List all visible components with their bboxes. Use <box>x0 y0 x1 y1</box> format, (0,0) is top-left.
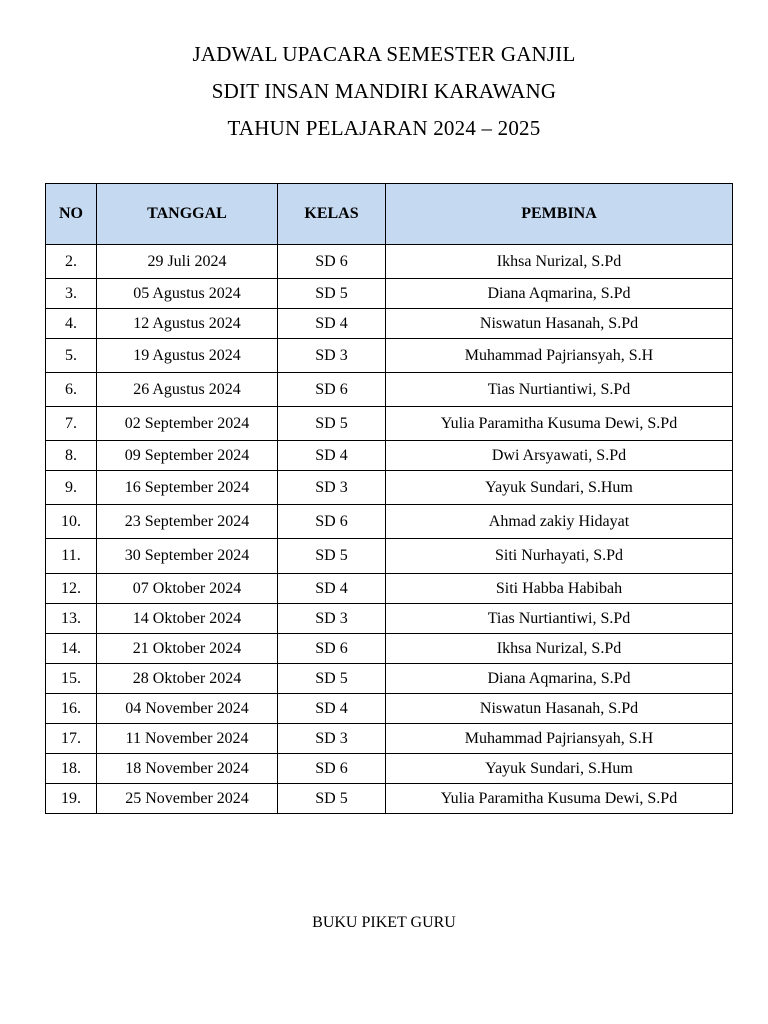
cell-kelas: SD 3 <box>278 471 386 505</box>
cell-tanggal: 02 September 2024 <box>97 407 278 441</box>
cell-tanggal: 18 November 2024 <box>97 754 278 784</box>
cell-kelas: SD 6 <box>278 505 386 539</box>
cell-pembina: Niswatun Hasanah, S.Pd <box>386 309 733 339</box>
cell-tanggal: 14 Oktober 2024 <box>97 604 278 634</box>
footer-note: BUKU PIKET GURU <box>312 914 456 931</box>
table-row <box>46 574 733 604</box>
schedule-table <box>45 183 733 814</box>
table-row <box>46 245 733 279</box>
cell-no: 14. <box>46 634 97 664</box>
table-row <box>46 309 733 339</box>
cell-kelas: SD 6 <box>278 754 386 784</box>
table-row <box>46 754 733 784</box>
cell-pembina: Ikhsa Nurizal, S.Pd <box>386 245 733 279</box>
column-header-kelas: KELAS <box>278 184 386 245</box>
cell-no: 7. <box>46 407 97 441</box>
cell-kelas: SD 5 <box>278 279 386 309</box>
table-row <box>46 784 733 814</box>
cell-no: 4. <box>46 309 97 339</box>
table-row <box>46 604 733 634</box>
cell-no: 19. <box>46 784 97 814</box>
cell-pembina: Dwi Arsyawati, S.Pd <box>386 441 733 471</box>
cell-no: 8. <box>46 441 97 471</box>
table-row <box>46 694 733 724</box>
table-row <box>46 373 733 407</box>
cell-kelas: SD 6 <box>278 634 386 664</box>
cell-kelas: SD 6 <box>278 245 386 279</box>
cell-kelas: SD 5 <box>278 407 386 441</box>
cell-no: 11. <box>46 539 97 574</box>
cell-pembina: Niswatun Hasanah, S.Pd <box>386 694 733 724</box>
column-header-pembina: PEMBINA <box>386 184 733 245</box>
cell-kelas: SD 4 <box>278 309 386 339</box>
table-row <box>46 279 733 309</box>
table-row <box>46 724 733 754</box>
cell-no: 17. <box>46 724 97 754</box>
cell-tanggal: 30 September 2024 <box>97 539 278 574</box>
cell-tanggal: 09 September 2024 <box>97 441 278 471</box>
title-line-1: JADWAL UPACARA SEMESTER GANJIL <box>192 42 576 66</box>
cell-tanggal: 12 Agustus 2024 <box>97 309 278 339</box>
column-header-no: NO <box>46 184 97 245</box>
cell-tanggal: 04 November 2024 <box>97 694 278 724</box>
cell-tanggal: 19 Agustus 2024 <box>97 339 278 373</box>
cell-no: 9. <box>46 471 97 505</box>
cell-pembina: Diana Aqmarina, S.Pd <box>386 664 733 694</box>
cell-kelas: SD 5 <box>278 664 386 694</box>
cell-no: 6. <box>46 373 97 407</box>
table-row <box>46 634 733 664</box>
cell-no: 13. <box>46 604 97 634</box>
cell-kelas: SD 5 <box>278 539 386 574</box>
cell-kelas: SD 3 <box>278 339 386 373</box>
cell-no: 15. <box>46 664 97 694</box>
cell-no: 10. <box>46 505 97 539</box>
title-line-3: TAHUN PELAJARAN 2024 – 2025 <box>227 116 541 140</box>
cell-tanggal: 16 September 2024 <box>97 471 278 505</box>
table-row <box>46 441 733 471</box>
cell-pembina: Yulia Paramitha Kusuma Dewi, S.Pd <box>386 407 733 441</box>
title-line-2: SDIT INSAN MANDIRI KARAWANG <box>211 79 557 103</box>
cell-tanggal: 25 November 2024 <box>97 784 278 814</box>
document-title <box>0 36 768 147</box>
cell-pembina: Diana Aqmarina, S.Pd <box>386 279 733 309</box>
table-header-row <box>46 184 733 245</box>
cell-kelas: SD 4 <box>278 574 386 604</box>
cell-kelas: SD 3 <box>278 724 386 754</box>
cell-no: 18. <box>46 754 97 784</box>
cell-tanggal: 11 November 2024 <box>97 724 278 754</box>
cell-pembina: Siti Habba Habibah <box>386 574 733 604</box>
cell-pembina: Yayuk Sundari, S.Hum <box>386 471 733 505</box>
cell-no: 2. <box>46 245 97 279</box>
column-header-tanggal: TANGGAL <box>97 184 278 245</box>
cell-tanggal: 29 Juli 2024 <box>97 245 278 279</box>
cell-no: 3. <box>46 279 97 309</box>
cell-pembina: Ikhsa Nurizal, S.Pd <box>386 634 733 664</box>
table-body <box>46 245 733 814</box>
cell-pembina: Yayuk Sundari, S.Hum <box>386 754 733 784</box>
cell-pembina: Ahmad zakiy Hidayat <box>386 505 733 539</box>
cell-pembina: Yulia Paramitha Kusuma Dewi, S.Pd <box>386 784 733 814</box>
cell-no: 5. <box>46 339 97 373</box>
cell-pembina: Muhammad Pajriansyah, S.H <box>386 339 733 373</box>
cell-no: 12. <box>46 574 97 604</box>
cell-tanggal: 23 September 2024 <box>97 505 278 539</box>
table-row <box>46 339 733 373</box>
cell-kelas: SD 4 <box>278 694 386 724</box>
cell-kelas: SD 5 <box>278 784 386 814</box>
cell-tanggal: 21 Oktober 2024 <box>97 634 278 664</box>
cell-tanggal: 05 Agustus 2024 <box>97 279 278 309</box>
table-row <box>46 471 733 505</box>
cell-pembina: Muhammad Pajriansyah, S.H <box>386 724 733 754</box>
table-row <box>46 407 733 441</box>
cell-tanggal: 26 Agustus 2024 <box>97 373 278 407</box>
table-row <box>46 664 733 694</box>
table-row <box>46 539 733 574</box>
cell-pembina: Siti Nurhayati, S.Pd <box>386 539 733 574</box>
table-row <box>46 505 733 539</box>
cell-tanggal: 28 Oktober 2024 <box>97 664 278 694</box>
cell-no: 16. <box>46 694 97 724</box>
cell-kelas: SD 3 <box>278 604 386 634</box>
cell-kelas: SD 4 <box>278 441 386 471</box>
cell-pembina: Tias Nurtiantiwi, S.Pd <box>386 373 733 407</box>
cell-kelas: SD 6 <box>278 373 386 407</box>
cell-tanggal: 07 Oktober 2024 <box>97 574 278 604</box>
cell-pembina: Tias Nurtiantiwi, S.Pd <box>386 604 733 634</box>
